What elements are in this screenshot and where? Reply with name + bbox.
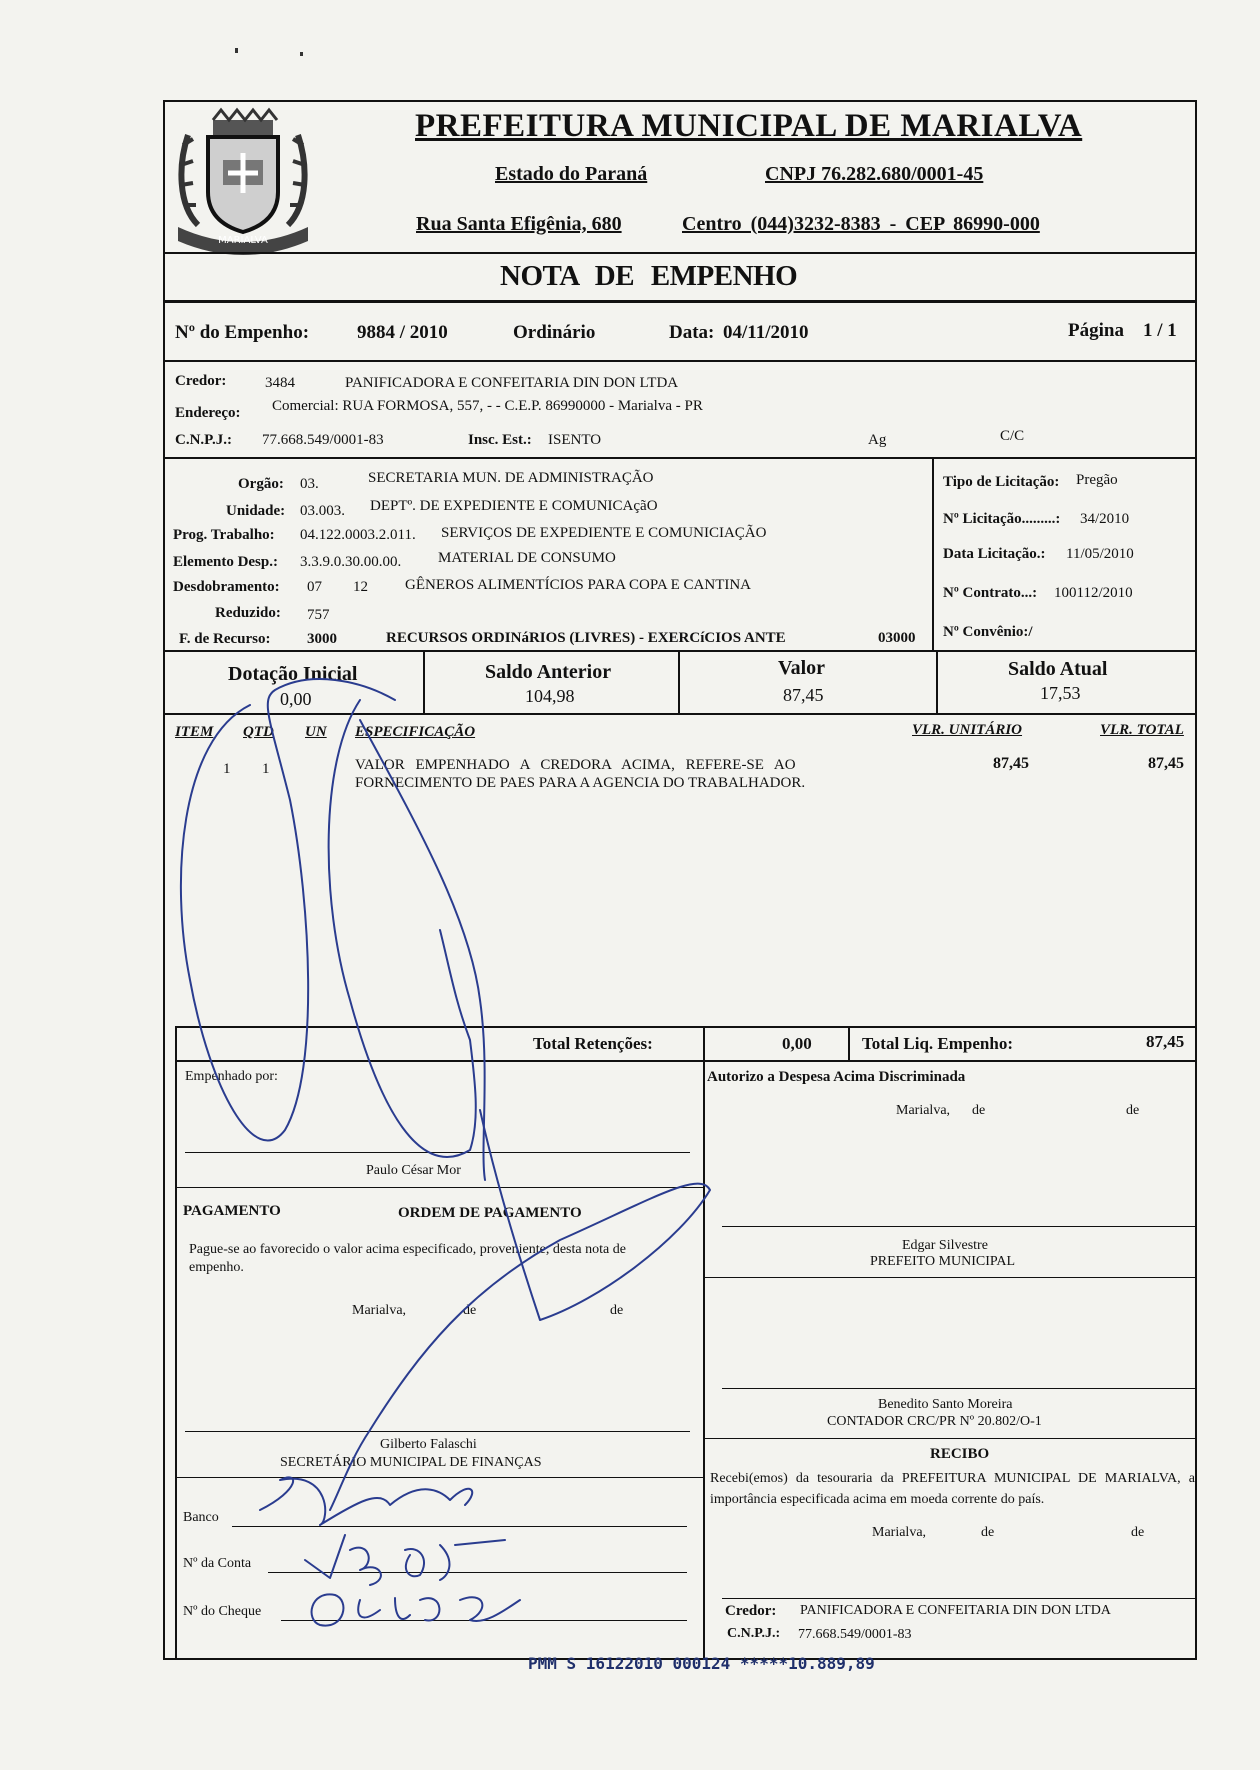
conta-label: Nº da Conta <box>183 1556 252 1571</box>
endereco-label: Endereço: <box>175 405 241 421</box>
cnpj-label: C.N.P.J.: <box>175 432 232 448</box>
pague-de1: de <box>463 1303 477 1318</box>
reduzido-label: Reduzido: <box>215 605 281 621</box>
recibo-de2: de <box>1131 1525 1145 1540</box>
autorizo-de1: de <box>972 1103 986 1118</box>
pague-city: Marialva, <box>352 1303 407 1318</box>
prefeito-title: PREFEITO MUNICIPAL <box>870 1254 1016 1269</box>
retencoes-value: 0,00 <box>782 1034 812 1053</box>
elemento-label: Elemento Desp.: <box>173 554 278 570</box>
autorizo-city: Marialva, <box>896 1103 951 1118</box>
item-qtd: 1 <box>262 761 270 777</box>
autorizo-label: Autorizo a Despesa Acima Discriminada <box>707 1069 966 1085</box>
elemento-name: MATERIAL DE CONSUMO <box>438 550 616 566</box>
empenho-number: 9884 / 2010 <box>357 322 448 343</box>
insc-value: ISENTO <box>548 432 602 448</box>
atual-value: 17,53 <box>1040 683 1081 703</box>
contrato-number: 100112/2010 <box>1054 585 1133 601</box>
recurso-name: RECURSOS ORDINáRIOS (LIVRES) - EXERCíCIOS ANTE <box>386 630 786 646</box>
item-number: 1 <box>223 761 231 777</box>
recibo-cnpj: 77.668.549/0001-83 <box>798 1627 912 1642</box>
contador-name: Benedito Santo Moreira <box>878 1397 1013 1412</box>
state-name: Estado do Paraná <box>495 163 648 185</box>
convenio-label: Nº Convênio:/ <box>943 624 1033 640</box>
desdob-label: Desdobramento: <box>173 579 280 595</box>
credor-code: 3484 <box>265 375 295 391</box>
svg-text:MARIALVA: MARIALVA <box>218 235 268 246</box>
pague-de2: de <box>610 1303 624 1318</box>
scan-dot-mark <box>300 52 303 56</box>
num-licitacao-label: Nº Licitação.........: <box>943 511 1061 527</box>
pagamento-label: PAGAMENTO <box>183 1203 281 1219</box>
pague-text: Pague-se ao favorecido o valor acima especificado, proveniente, desta nota de empenho. <box>189 1242 626 1275</box>
payment-stamp: PMM S 16122010 000124 *****10.889,89 <box>528 1654 875 1673</box>
item-unit-value: 87,45 <box>993 755 1029 772</box>
empenhado-name: Paulo César Mor <box>366 1163 461 1178</box>
elemento-code: 3.3.9.0.30.00.00. <box>300 554 402 570</box>
retencoes-label: Total Retenções: <box>533 1034 653 1053</box>
empenho-date-label: Data: <box>669 322 715 343</box>
item-description-line2: FORNECIMENTO DE PAES PARA A AGENCIA DO TRABALHADOR. <box>355 775 806 791</box>
contrato-label: Nº Contrato...: <box>943 585 1038 601</box>
header-address: Rua Santa Efigênia, 680 <box>416 213 622 235</box>
col-qtd: QTD <box>243 724 274 740</box>
recibo-credor-name: PANIFICADORA E CONFEITARIA DIN DON LTDA <box>800 1603 1111 1618</box>
col-un: UN <box>305 724 327 740</box>
contador-title: CONTADOR CRC/PR Nº 20.802/O-1 <box>827 1414 1042 1429</box>
orgao-name: SECRETARIA MUN. DE ADMINISTRAÇÃO <box>368 470 654 486</box>
header-cnpj: CNPJ 76.282.680/0001-45 <box>765 163 984 185</box>
recibo-de1: de <box>981 1525 995 1540</box>
orgao-label: Orgão: <box>238 476 284 492</box>
anterior-label: Saldo Anterior <box>485 661 612 683</box>
data-licitacao-label: Data Licitação.: <box>943 546 1046 562</box>
desdob-code1: 07 <box>307 579 322 595</box>
reduzido-value: 757 <box>307 607 330 623</box>
item-total-value: 87,45 <box>1148 755 1184 772</box>
page-label: Página <box>1068 320 1124 341</box>
num-licitacao: 34/2010 <box>1080 511 1130 527</box>
recurso-label: F. de Recurso: <box>179 631 271 647</box>
desdob-code2: 12 <box>353 579 368 595</box>
orgao-code: 03. <box>300 476 319 492</box>
empenhado-label: Empenhado por: <box>185 1069 278 1084</box>
prefeito-name: Edgar Silvestre <box>902 1238 988 1253</box>
page-number: 1 / 1 <box>1143 320 1177 341</box>
credor-label: Credor: <box>175 373 227 389</box>
anterior-value: 104,98 <box>525 686 575 706</box>
dotacao-label: Dotação Inicial <box>228 663 358 685</box>
tipo-licitacao-label: Tipo de Licitação: <box>943 474 1060 490</box>
prog-label: Prog. Trabalho: <box>173 527 275 543</box>
recurso-code: 3000 <box>307 631 337 647</box>
valor-label: Valor <box>778 657 826 679</box>
valor-value: 87,45 <box>783 685 824 705</box>
document-title: NOTA DE EMPENHO <box>500 260 798 292</box>
col-item: ITEM <box>175 724 214 740</box>
recurso-code2: 03000 <box>878 630 916 646</box>
cc-label: C/C <box>1000 428 1025 444</box>
unidade-label: Unidade: <box>226 503 286 519</box>
col-vlr-total: VLR. TOTAL <box>1100 722 1184 738</box>
recibo-text: Recebi(emos) da tesouraria da PREFEITURA MUNICIPAL DE MARIALVA, a importância especificada acima em moeda corrente do país. <box>710 1471 1195 1507</box>
liq-label: Total Liq. Empenho: <box>862 1034 1013 1053</box>
secretario-title: SECRETÁRIO MUNICIPAL DE FINANÇAS <box>280 1455 542 1470</box>
cheque-label: Nº do Cheque <box>183 1604 262 1619</box>
recibo-label: RECIBO <box>930 1446 990 1462</box>
credor-cnpj: 77.668.549/0001-83 <box>262 432 384 448</box>
liq-value: 87,45 <box>1146 1032 1185 1051</box>
secretario-name: Gilberto Falaschi <box>380 1437 477 1452</box>
item-description-line1: VALOR EMPENHADO A CREDORA ACIMA, REFERE-SE AO <box>355 757 796 773</box>
empenho-date: 04/11/2010 <box>723 322 809 343</box>
unidade-code: 03.003. <box>300 503 345 519</box>
recibo-cnpj-label: C.N.P.J.: <box>727 1626 781 1641</box>
insc-label: Insc. Est.: <box>468 432 532 448</box>
atual-label: Saldo Atual <box>1008 658 1108 680</box>
recibo-city: Marialva, <box>872 1525 927 1540</box>
credor-name: PANIFICADORA E CONFEITARIA DIN DON LTDA <box>345 375 679 391</box>
ag-label: Ag <box>868 432 887 448</box>
empenho-label: Nº do Empenho: <box>175 322 310 343</box>
col-vlr-unitario: VLR. UNITÁRIO <box>912 722 1023 738</box>
data-licitacao: 11/05/2010 <box>1066 546 1134 562</box>
desdob-name: GÊNEROS ALIMENTÍCIOS PARA COPA E CANTINA <box>405 577 752 593</box>
col-especificacao: ESPECIFICAÇÃO <box>355 724 476 740</box>
municipality-title: PREFEITURA MUNICIPAL DE MARIALVA <box>415 108 1083 144</box>
unidade-name: DEPTº. DE EXPEDIENTE E COMUNICAçãO <box>370 498 658 514</box>
header-contact: Centro (044)3232-8383 - CEP 86990-000 <box>682 213 1040 235</box>
credor-address: Comercial: RUA FORMOSA, 557, - - C.E.P. 86990000 - Marialva - PR <box>272 398 703 414</box>
prog-name: SERVIÇOS DE EXPEDIENTE E COMUNICIAÇÃO <box>441 525 767 541</box>
ordem-pagamento-label: ORDEM DE PAGAMENTO <box>398 1205 582 1221</box>
autorizo-de2: de <box>1126 1103 1140 1118</box>
municipal-seal <box>168 105 318 257</box>
empenho-type: Ordinário <box>513 322 596 343</box>
prog-code: 04.122.0003.2.011. <box>300 527 416 543</box>
recibo-credor-label: Credor: <box>725 1603 777 1619</box>
scan-dot-mark <box>235 48 238 53</box>
banco-label: Banco <box>183 1510 219 1525</box>
dotacao-value: 0,00 <box>280 689 312 709</box>
tipo-licitacao: Pregão <box>1076 472 1118 488</box>
